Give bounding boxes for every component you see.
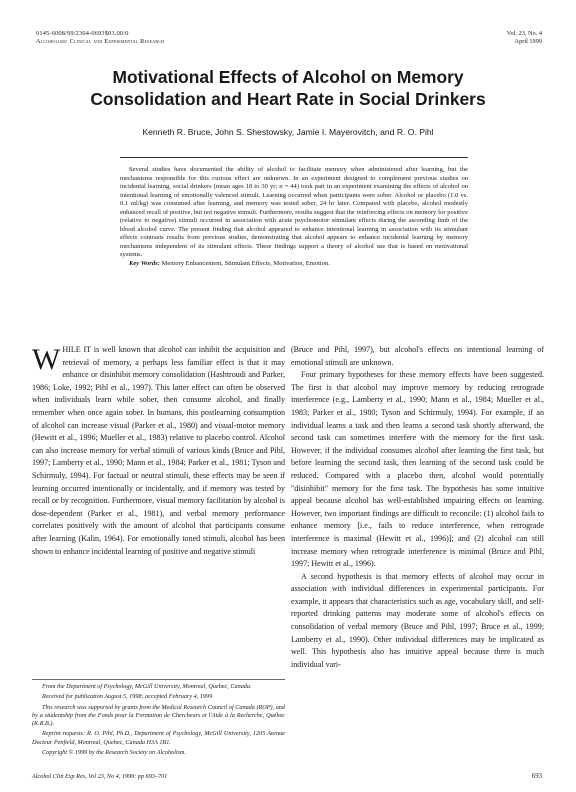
volume-issue: Vol. 23, No. 4 [506, 30, 542, 37]
journal-code: 0145-6008/99/2304-0693$03.00/0 [36, 30, 129, 37]
keywords-line [120, 260, 468, 269]
paragraph-second-hypothesis: A second hypothesis is that memory effects of alcohol may occur in association with individual differences in experimental participants. For example, it appears that characteristics such as age, vocabulary skill, and self-reported drinking patterns may moderate some of alcohol's effects on consolidation of verbal memory (Bruce and Pihl, 1997; Bruce et al., 1999; Lamberty et al., 1990). Other individual differences may be implicated as well. This hypothesis also has intuitive appeal because there is much individual vari- [291, 571, 544, 669]
footnote-divider [32, 679, 285, 680]
keywords-label: Key Words: [129, 259, 160, 267]
paragraph-hypotheses: Four primary hypotheses for these memory effects have been suggested. The first is that alcohol may improve memory by reducing retrograde interference (e.g., Lamberty et al., 1990; Mann et al., 1984; Mueller et al., 1983; Parker et al., 1980; Tyson and Schirmuly, 1994). For example, if an individual learns a task and then learns a second task shortly afterward, the second task can sometimes interfere with the memory for the first task. However, if the individual consumes alcohol after learning the first task, but before learning the second task, then learning of the second task could be reduced. Compared with a placebo then, alcohol would potentially "disinhibit" memory for the first task. The hypothesis has some intuitive appeal because alcohol has well-established impairing effects on learning. However, two important findings are difficult to reconcile: (1) alcohol fails to enhance memory [i.e., fails to reduce interference, when retrograde interference is maximal (Hewitt et al., 1996)]; and (2) alcohol can still increase memory when retrograde interference is minimal (Bruce and Pihl, 1997; Hewitt et al., 1996). [291, 370, 544, 569]
footnote-received: Received for publication August 5, 1998; accepted February 4, 1999 [42, 693, 213, 701]
journal-name: Alcoholism: Clinical and Experimental Research [36, 38, 165, 46]
title-line-2: Consolidation and Heart Rate in Social Drinkers [90, 89, 486, 109]
article-title [0, 66, 576, 110]
running-header-right [507, 30, 542, 47]
intro-paragraph [32, 344, 285, 558]
footer-citation: Alcohol Clin Exp Res, Vol 23, No 4, 1999: pp 693–701 [32, 773, 168, 780]
footnote-support: This research was supported by grants from the Medical Research Council of Canada (ROP), and by a studentship from the Fonds pour la Formation de Chercheurs et l'Aide à la Recherche, Québec (K.R.B.). [32, 703, 285, 728]
body-column-right [291, 344, 544, 671]
paragraph-continued: (Bruce and Pihl, 1997), but alcohol's effects on intentional learning of emotional stimuli are unknown. [291, 345, 544, 367]
running-header-left [36, 30, 164, 47]
footnote-affiliation: From the Department of Psychology, McGill University, Montreal, Quebec, Canada. [42, 683, 252, 690]
author-list: Kenneth R. Bruce, John S. Shestowsky, Jamie I. Mayerovitch, and R. O. Pihl [142, 127, 434, 137]
page-number: 693 [531, 773, 542, 780]
body-column-left [32, 344, 285, 558]
title-line-1: Motivational Effects of Alcohol on Memory [112, 67, 464, 87]
issue-date: April 1999 [514, 38, 542, 46]
keywords-list: Memory Enhancement, Stimulant Effects, Motivation, Emotion. [161, 259, 330, 267]
intro-text: is well known that alcohol can inhibit the acquisition and retrieval of memory, a perhaps less familiar effect is that it may enhance or disinhibit memory consolidation (Hashtroudi and Parker, 1986; Loke, 1992; Pihl et al., 1997). This latter effect can often be observed when individuals learn while sober, then consume alcohol, and finally remember when once again sober. In humans, this postlearning consumption of alcohol can increase visual (Parker et al., 1980) and visual-motor memory (Hewitt et al., 1996; Mueller et al., 1983) relative to placebo control. Alcohol can also increase memory for verbal stimuli of various kinds (Bruce and Pihl, 1997; Lamberty et al., 1990; Mann et al., 1984; Parker et al., 1981; Tyson and Schirmuly, 1994). For factual or neutral stimuli, these effects may be seen if learning occurred intentionally or incidentally, and if memory was tested by recall or by recognition. Furthermore, visual memory facilitation by alcohol is dose-dependent (Parker et al., 1981), and verbal memory performance correlates positively with the amount of alcohol that participants consume after learning (Kalin, 1964). For emotionally toned stimuli, alcohol has been shown to enhance incidental learning of positive and negative stimuli [32, 345, 285, 556]
footnote-copyright: Copyright © 1999 by the Research Society on Alcoholism. [42, 749, 187, 757]
footnotes [32, 683, 285, 759]
abstract-text: Several studies have documented the ability of alcohol to facilitate memory when administered after learning, but the mechanisms responsible for this curious effect are unknown. In an experiment designed to complement previous studies on incidental learning, social drinkers (mean ages 18 to 30 yr; n = 44) took part in an experiment examining the effects of alcohol on intentional learning of emotionally valenced stimuli. Learning occurred when participants were sober. Alcohol or placebo (1.0 vs. 0.1 ml/kg) was consumed after learning, and memory was tested sober, 24 hr later. Compared with placebo, alcohol modestly enhanced recall of positive, but not negative stimuli. Furthermore, results suggest that the reinforcing effects on memory for positive (relative to negative) stimuli occurred in association with acute psychomotor stimulant effects during the ascending limb of the blood alcohol curve. The present finding that alcohol appeared to enhance intentional learning in association with its stimulant effects contrasts results from previous studies, demonstrating that alcohol appears to enhance incidental learning by memory mechanisms independent of its stimulant effects. These findings support a theory of alcohol use that is based on motivational systems. [120, 166, 468, 258]
abstract [120, 157, 468, 268]
footnote-reprint: Reprint requests: R. O. Pihl, Ph.D., Department of Psychology, McGill University, 1205 Avenue Docteur Penfield, Montreal, Quebec, Canada H3A 1B1. [32, 730, 285, 746]
lead-in: HILE IT [62, 345, 92, 354]
drop-cap: W [32, 343, 61, 376]
